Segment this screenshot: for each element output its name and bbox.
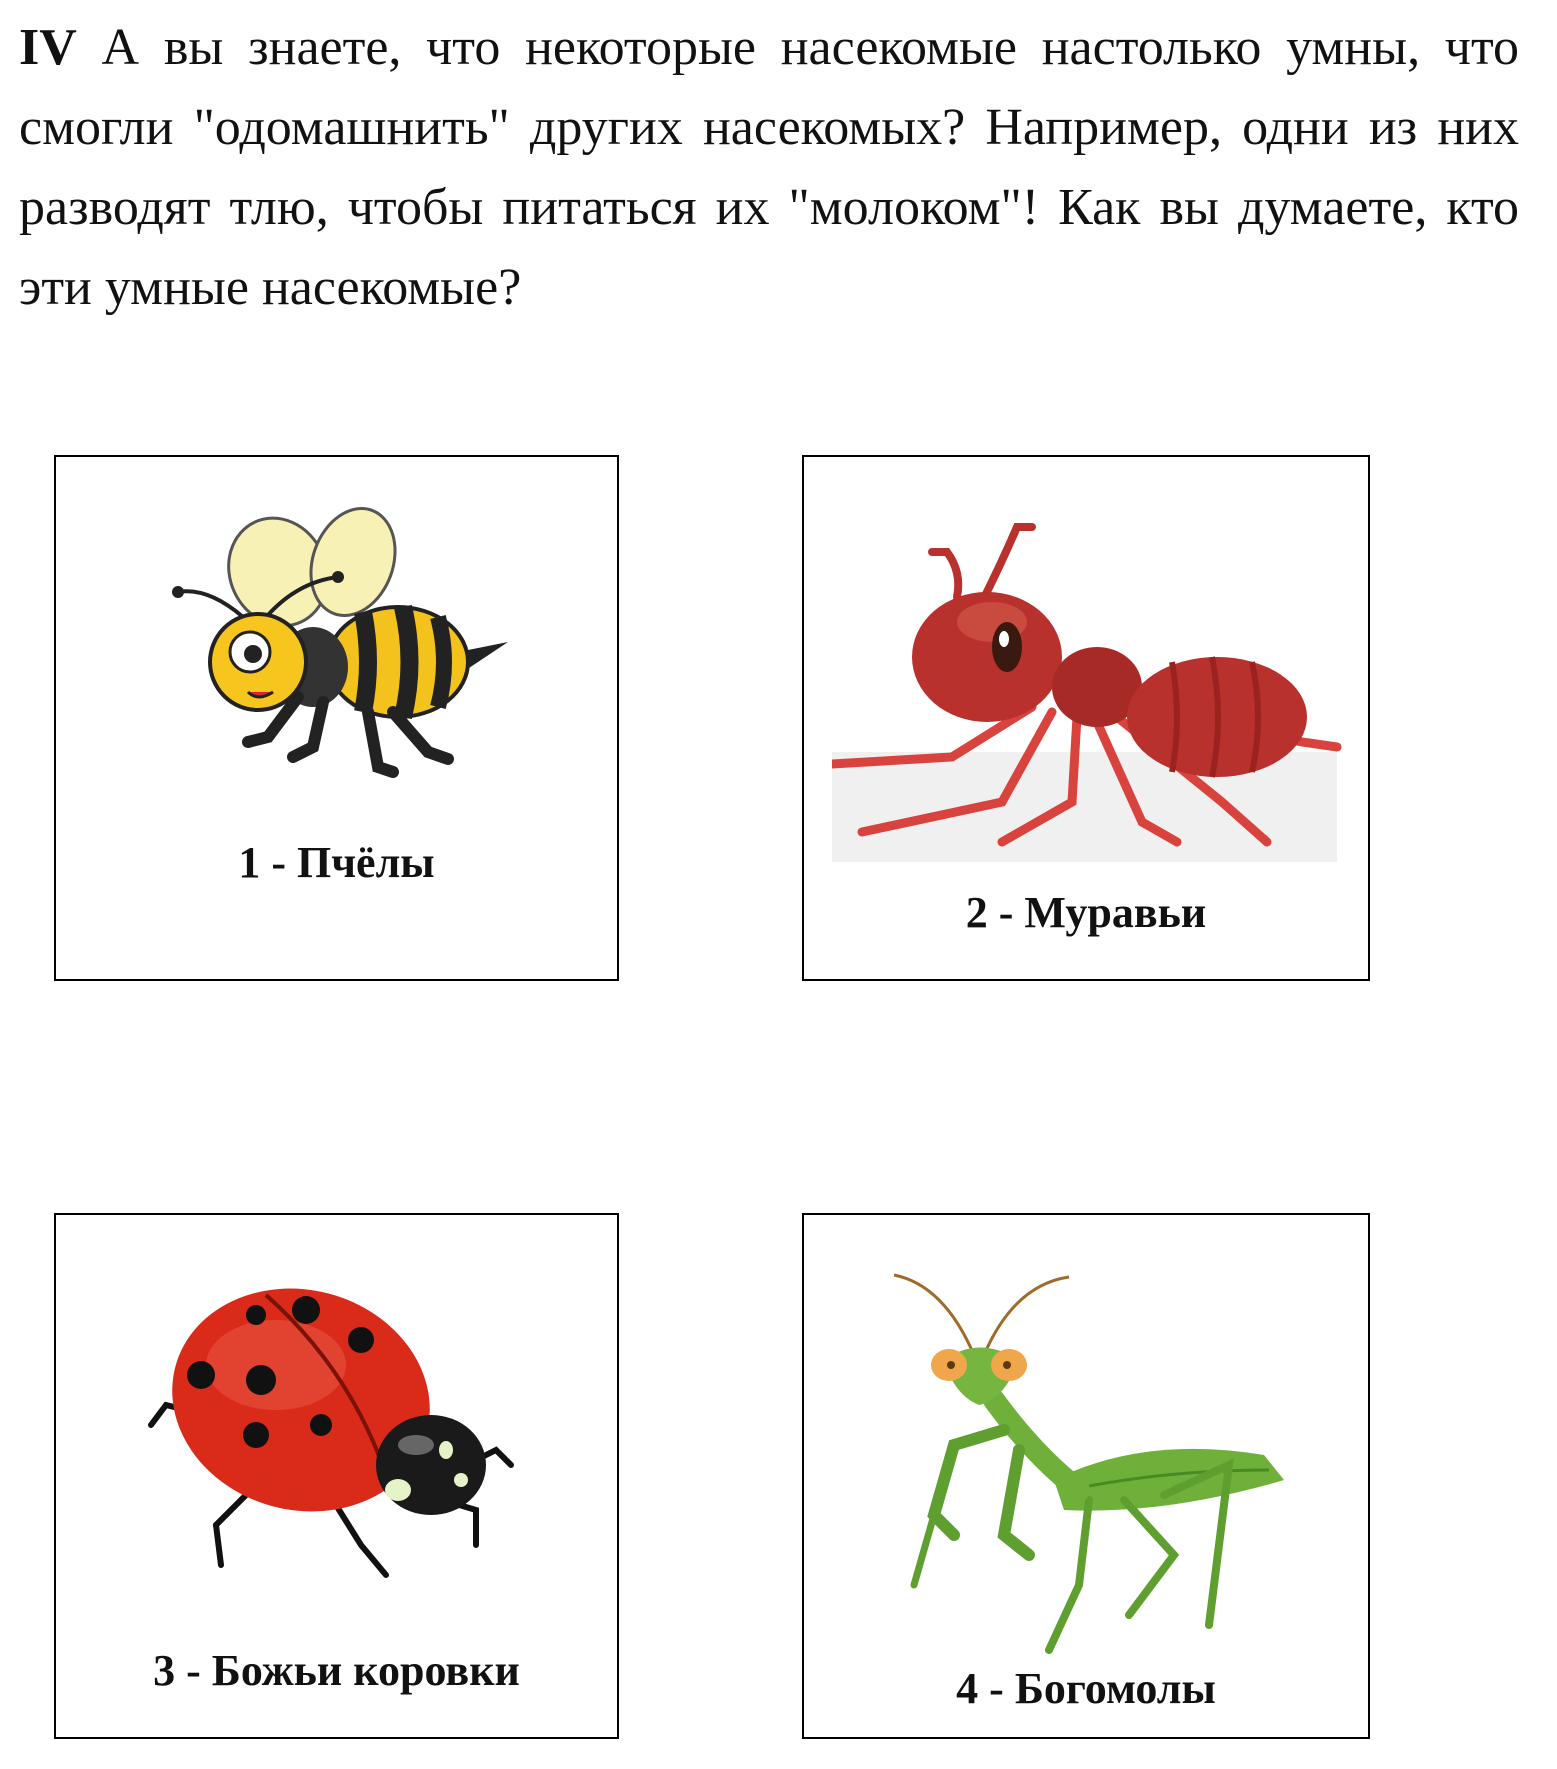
mantis-icon [884, 1255, 1304, 1665]
question-number: IV [19, 19, 77, 76]
ladybug-icon [146, 1275, 546, 1595]
ant-icon [832, 502, 1342, 862]
option-label: 1 - Пчёлы [238, 838, 435, 887]
option-label: 2 - Муравьи [965, 888, 1207, 937]
question-body: А вы знаете, что некоторые насекомые настолько умны, что смогли "одомашнить" других насекомых? Например, одни из них разводят тлю, чтобы питаться их "молоком"! Как вы думаете, кто эти умные насекомые? [19, 19, 1520, 316]
option-card-ladybugs[interactable] [54, 1213, 619, 1739]
option-card-ants[interactable] [802, 455, 1370, 981]
option-label: 4 - Богомолы [956, 1664, 1216, 1713]
question-text [19, 8, 1519, 328]
option-card-mantises[interactable] [802, 1213, 1370, 1739]
option-label: 3 - Божьи коровки [153, 1646, 520, 1695]
bee-icon [138, 497, 538, 797]
option-card-bees[interactable] [54, 455, 619, 981]
